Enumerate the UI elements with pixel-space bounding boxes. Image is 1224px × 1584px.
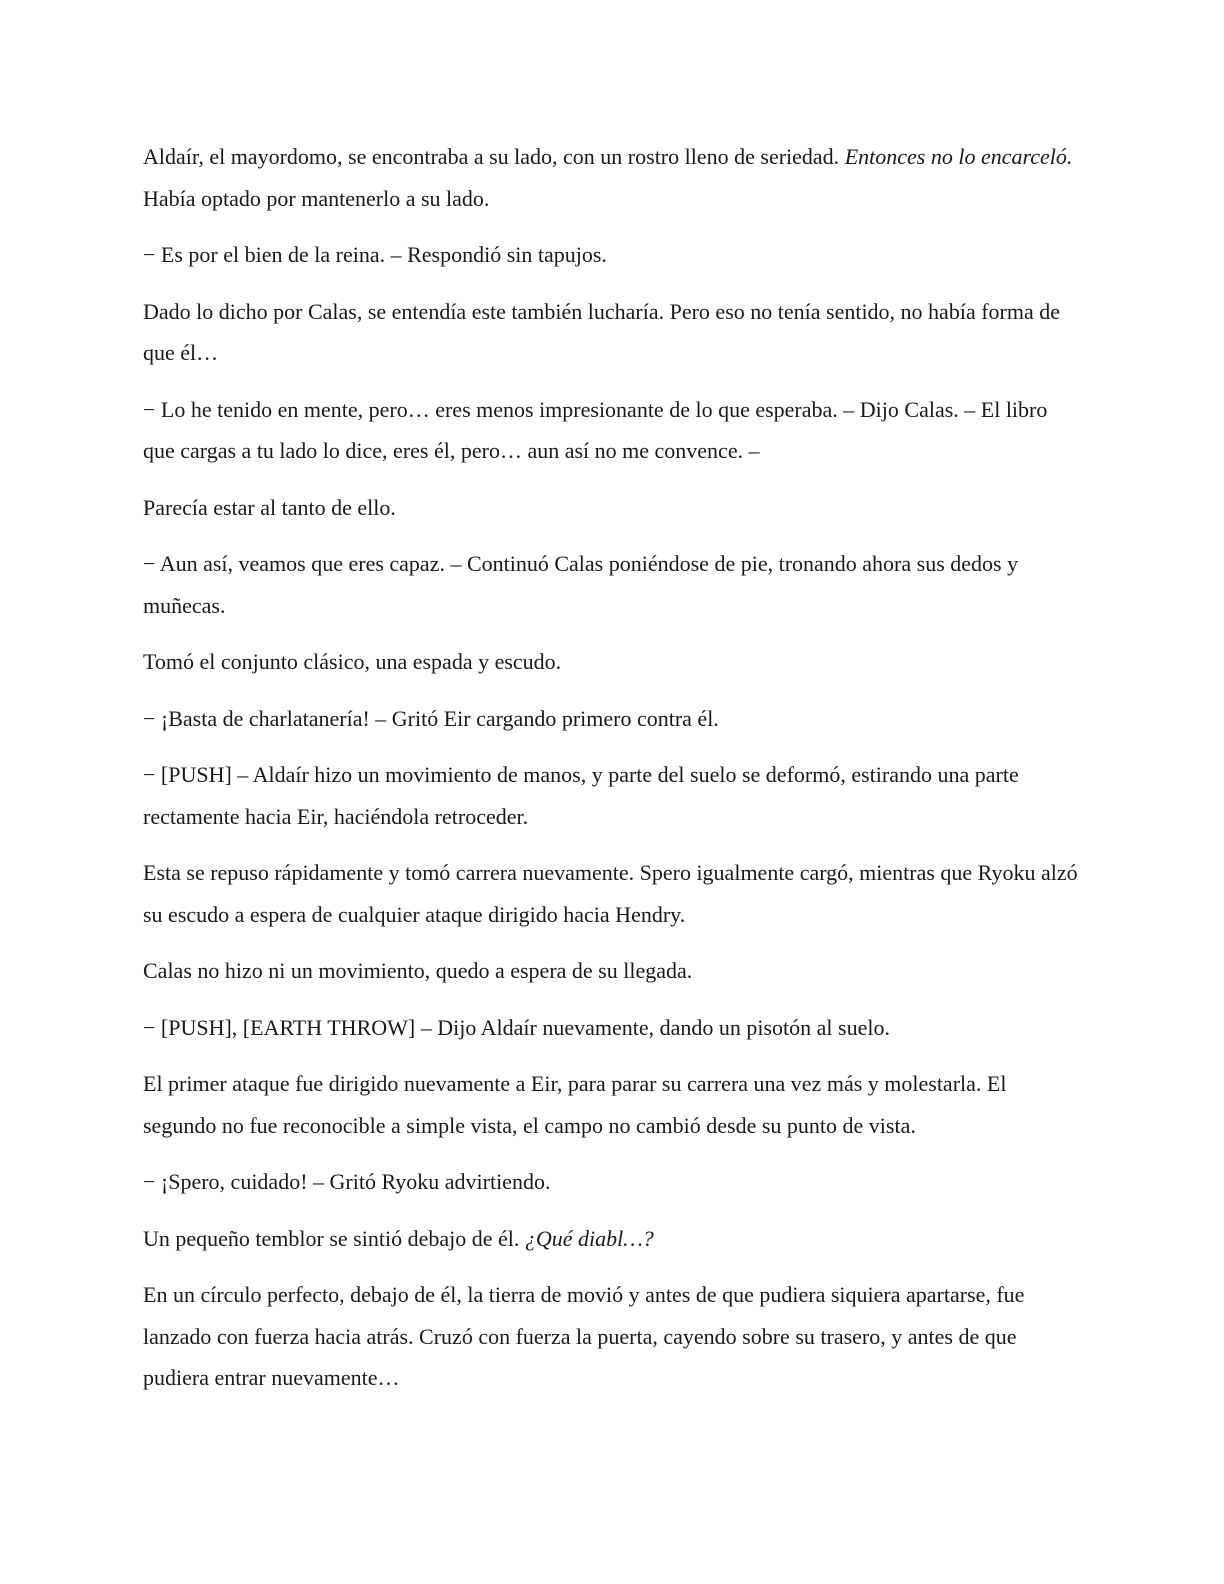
paragraph-9 <box>143 754 1083 837</box>
document-page <box>143 136 1083 1414</box>
text-run: Había optado por mantenerlo a su lado. <box>143 185 490 211</box>
paragraph-11 <box>143 950 1083 992</box>
text-run: − Aun así, veamos que eres capaz. – Continuó Calas poniéndose de pie, tronando ahora sus dedos y muñecas. <box>143 551 1019 618</box>
paragraph-16 <box>143 1274 1083 1399</box>
text-run: Aldaír, el mayordomo, se encontraba a su lado, con un rostro lleno de seriedad. <box>143 144 845 169</box>
text-run: Un pequeño temblor se sintió debajo de él. <box>143 1225 525 1251</box>
text-run: − ¡Basta de charlatanería! – Gritó Eir cargando primero contra él. <box>143 705 719 731</box>
text-run: − [PUSH] – Aldaír hizo un movimiento de manos, y parte del suelo se deformó, estirando una parte rectamente hacia Eir, haciéndola retroceder. <box>143 762 1019 829</box>
paragraph-7 <box>143 641 1083 683</box>
paragraph-8 <box>143 698 1083 740</box>
text-run: − [PUSH], [EARTH THROW] – Dijo Aldaír nuevamente, dando un pisotón al suelo. <box>143 1014 890 1040</box>
paragraph-10 <box>143 852 1083 935</box>
paragraph-4 <box>143 389 1083 472</box>
paragraph-1 <box>143 136 1083 219</box>
text-run: Esta se repuso rápidamente y tomó carrera nuevamente. Spero igualmente cargó, mientras que Ryoku alzó su escudo a espera de cualquier ataque dirigido hacia Hendry. <box>143 860 1078 927</box>
paragraph-12 <box>143 1007 1083 1049</box>
paragraph-3 <box>143 291 1083 374</box>
text-run: − ¡Spero, cuidado! – Gritó Ryoku advirtiendo. <box>143 1169 551 1194</box>
italic-thought: Entonces no lo encarceló. <box>844 144 1073 169</box>
text-run: Tomó el conjunto clásico, una espada y escudo. <box>143 649 562 674</box>
paragraph-6 <box>143 543 1083 626</box>
text-run: − Lo he tenido en mente, pero… eres menos impresionante de lo que esperaba. – Dijo Calas. – El libro que cargas a tu lado lo dice, eres él, pero… aun así no me convence. – <box>143 396 1048 463</box>
paragraph-15 <box>143 1218 1083 1260</box>
text-run: Dado lo dicho por Calas, se entendía este también lucharía. Pero eso no tenía sentido, no había forma de que él… <box>143 298 1060 365</box>
text-run: En un círculo perfecto, debajo de él, la tierra de movió y antes de que pudiera siquiera apartarse, fue lanzado con fuerza hacia atrás. Cruzó con fuerza la puerta, cayendo sobre su trasero, y antes de que pudiera entrar nuevamente… <box>143 1282 1025 1390</box>
text-run: Parecía estar al tanto de ello. <box>143 494 396 520</box>
text-run: Calas no hizo ni un movimiento, quedo a espera de su llegada. <box>143 958 693 983</box>
paragraph-5 <box>143 487 1083 529</box>
paragraph-13 <box>143 1063 1083 1146</box>
text-run: El primer ataque fue dirigido nuevamente a Eir, para parar su carrera una vez más y molestarla. El segundo no fue reconocible a simple vista, el campo no cambió desde su punto de vista. <box>143 1071 1007 1138</box>
paragraph-14 <box>143 1161 1083 1203</box>
text-run: − Es por el bien de la reina. – Respondió sin tapujos. <box>143 242 607 267</box>
paragraph-2 <box>143 234 1083 276</box>
italic-thought: ¿Qué diabl…? <box>524 1225 654 1251</box>
